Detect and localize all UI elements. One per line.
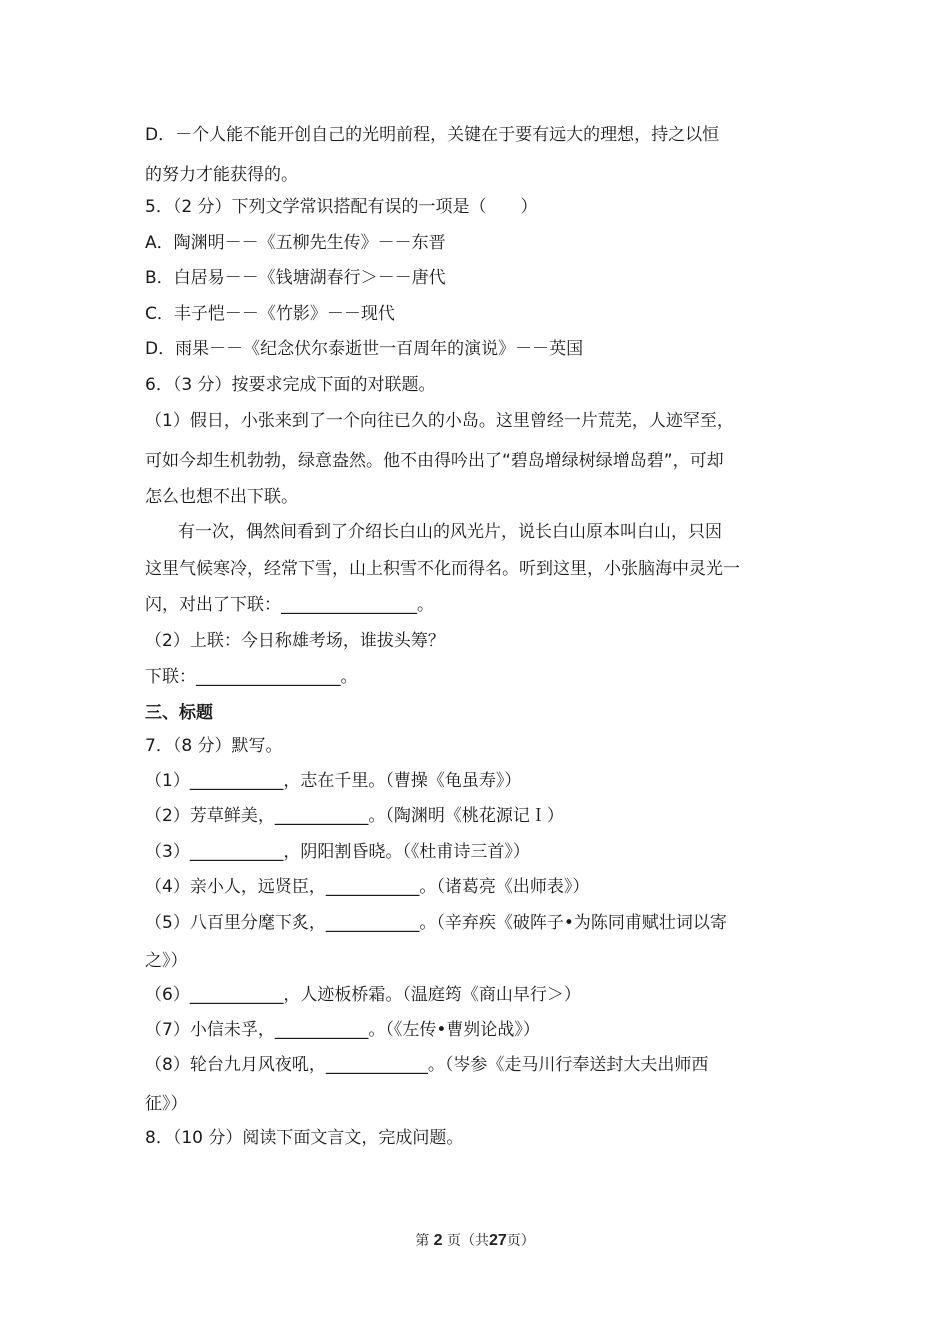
question-7-item-5-line-1: （5）八百里分麾下炙，___________。（辛弃疾《破阵子•为陈同甫赋壮词以寄	[145, 913, 727, 933]
question-7: 7．（8 分）默写。	[145, 736, 283, 756]
question-5: 5．（2 分）下列文学常识搭配有误的一项是（ ）	[145, 197, 538, 217]
question-7-item-8-line-2: 征》）	[145, 1094, 188, 1114]
question-6-part-1-line-3: 怎么也想不出下联。	[145, 487, 298, 507]
question-5-option-c: C．丰子恺－－《竹影》－－现代	[145, 304, 395, 324]
question-7-item-2: （2）芳草鲜美，___________。（陶渊明《桃花源记Ｉ）	[145, 806, 564, 826]
question-7-item-5-line-2: 之》）	[145, 951, 188, 971]
question-7-item-6: （6）___________，人迹板桥霜。（温庭筠《商山早行＞）	[145, 985, 581, 1005]
total-pages-number: 27	[489, 1232, 507, 1249]
question-6-part-1-line-2: 可如今却生机勃勃，绿意盎然。他不由得吟出了“碧岛增绿树绿增岛碧”，可却	[145, 451, 724, 471]
option-d-line-1: D．－个人能不能开创自己的光明前程，关键在于要有远大的理想，持之以恒	[145, 125, 720, 145]
footer-suffix: 页）	[506, 1233, 535, 1249]
paragraph-line-2: 这里气候寒冷，经常下雪，山上积雪不化而得名。听到这里，小张脑海中灵光一	[145, 559, 740, 579]
question-7-item-8-line-1: （8）轮台九月风夜吼，____________。（岑参《走马川行奉送封大夫出师西	[145, 1055, 709, 1075]
question-7-item-1: （1）___________，志在千里。（曹操《龟虽寿》）	[145, 771, 522, 791]
question-5-option-d: D．雨果－－《纪念伏尔泰逝世一百周年的演说》－－英国	[145, 339, 584, 359]
question-6-part-1-line-1: （1）假日，小张来到了一个向往已久的小岛。这里曾经一片荒芜，人迹罕至，	[145, 411, 734, 431]
question-6-answer-line: 下联：_________________。	[145, 667, 358, 687]
paragraph-line-3: 闪，对出了下联：________________。	[145, 595, 434, 615]
question-7-item-4: （4）亲小人，远贤臣，___________。（诸葛亮《出师表》）	[145, 877, 590, 897]
footer-prefix: 第	[415, 1233, 430, 1249]
question-5-option-a: A．陶渊明－－《五柳先生传》－－东晋	[145, 233, 446, 253]
question-8: 8．（10 分）阅读下面文言文，完成问题。	[145, 1128, 464, 1148]
question-7-item-3: （3）___________，阴阳割昏晓。（《杜甫诗三首》）	[145, 842, 530, 862]
question-6-part-2: （2）上联：今日称雄考场，谁拔头筹？	[145, 631, 445, 651]
page-footer	[0, 1230, 950, 1250]
question-6: 6．（3 分）按要求完成下面的对联题。	[145, 375, 436, 395]
option-d-line-2: 的努力才能获得的。	[145, 165, 298, 185]
question-5-option-b: B．白居易－－《钱塘湖春行＞－－唐代	[145, 268, 446, 288]
current-page-number: 2	[433, 1232, 443, 1249]
section-heading: 三、标题	[145, 703, 213, 723]
paragraph-line-1: 有一次，偶然间看到了介绍长白山的风光片，说长白山原本叫白山，只因	[178, 522, 722, 542]
footer-middle: 页（共	[447, 1233, 489, 1249]
question-7-item-7: （7）小信未孚，___________。（《左传•曹刿论战》）	[145, 1020, 540, 1040]
